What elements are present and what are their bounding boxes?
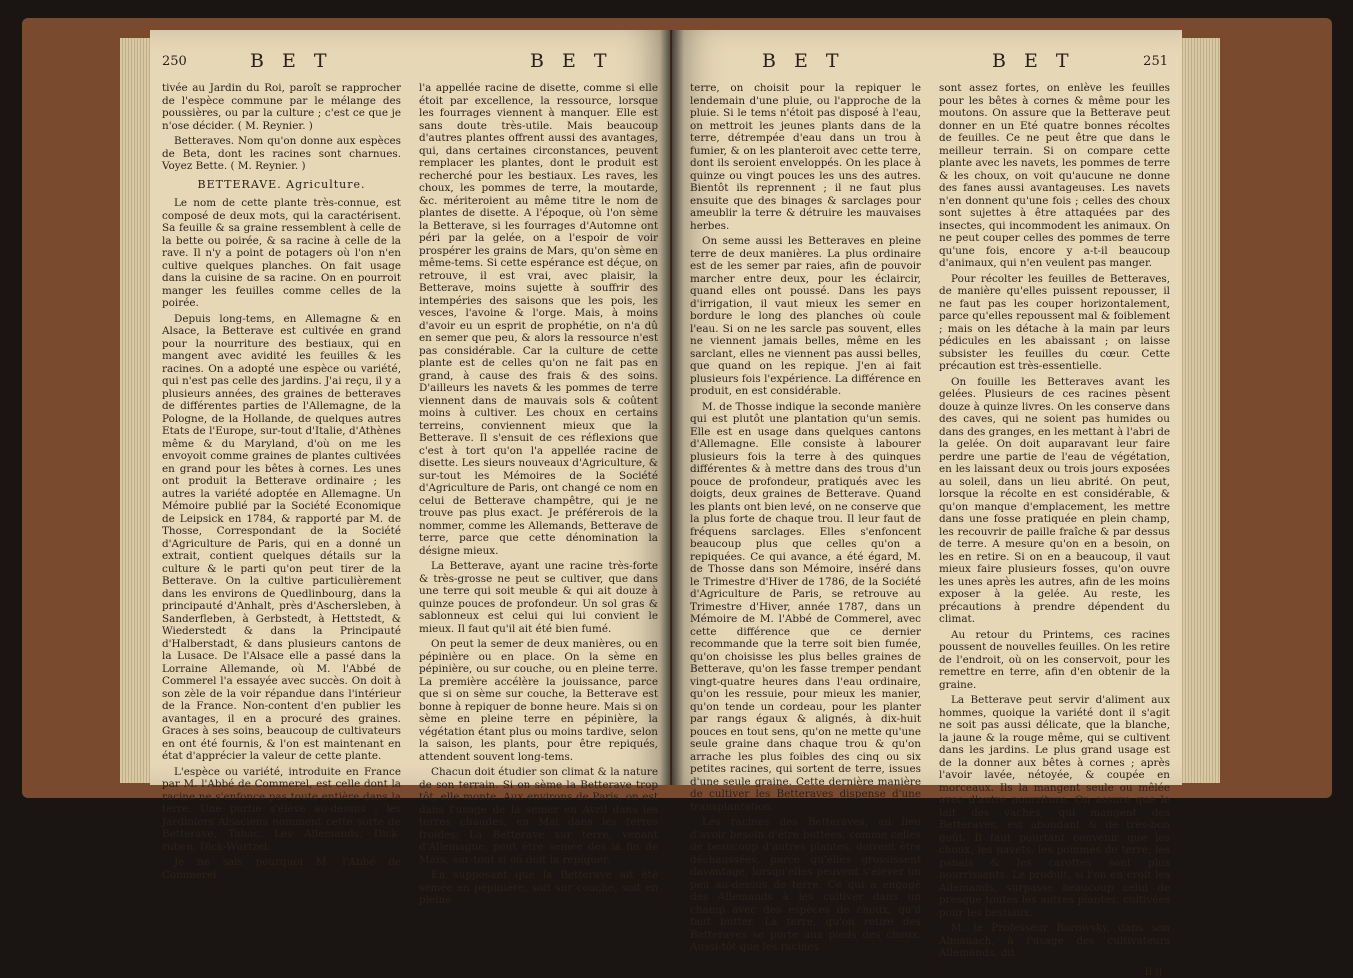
left-page-number: 250: [162, 54, 187, 69]
paragraph: l'a appellée racine de disette, comme si elle étoit par excellence, la ressource, lorsque les fourrages viennent à manquer. Elle est sans doute très-utile. Mais beaucoup d'autres plantes offrent aussi des avantages, qui, dans certaines circonstances, peuvent remplacer les plantes, dont le produit est recherché pour les bestiaux. Les raves, les choux, les pommes de terre, la moutarde, &c. mériteroient au même titre le nom de plantes de disette. A l'époque, où l'on sème la Betterave, si les fourrages d'Automne ont péri par la gelée, on a l'espoir de voir prospérer les grains de Mars, qu'on sème en même-tems. Si cette espérance est déçue, on retrouve, il est vrai, avec plaisir, la Betterave, moins sujette à souffrir des intempéries des saisons que les pois, les vesces, l'avoine & l'orge. Mais, à moins d'avoir eu un esprit de prophétie, on n'a dû en semer que peu, & alors la ressource n'est pas considérable. Car la culture de cette plante est de celles qu'on ne fait pas en grand, à cause des frais & des soins. D'ailleurs les navets & les pommes de terre viennent dans de mauvais sols & coûtent moins à cultiver. Les choux en certains terreins, conviennent mieux que la Betterave. Il s'ensuit de ces réflexions que c'est à tort qu'on l'a appellée racine de disette. Les sieurs nouveaux d'Agriculture, & sur-tout les Mémoires de la Société d'Agriculture de Paris, ont changé ce nom en celui de Betterave champêtre, qui je ne trouve pas plus exact. Je préférerois de la nommer, comme les Allemands, Betterave de terre, parce que cette dénomination la désigne mieux.: [419, 82, 658, 557]
paragraph: Betteraves. Nom qu'on donne aux espèces de Beta, dont les racines sont charnues. Voyez Bette. ( M. Reynier. ): [162, 135, 401, 173]
signature-mark: Ii ij: [939, 966, 1162, 978]
paragraph: Les racines des Betteraves, au lieu d'avoir besoin d'être buttées, comme celles de beaucoup d'autres plantes, doivent être déchaussées, parce qu'elles grossissent davantage, lorsqu'elles peuvent s'élever un peu au-dessus de terre. Ce qui a engagé des Allemands à les cultiver dans un champ avec des espèces de choux, qu'il faut butter. La terre, qu'on retire des Betteraves se porte aux pieds des choux. Aussi-tôt que les racines: [690, 816, 921, 954]
right-running-head: B E T: [992, 50, 1075, 72]
paragraph: tivée au Jardin du Roi, paroît se rapprocher de l'espèce commune par le mélange des poussières, ou par la culture ; c'est ce que je n'ose décider. ( M. Reynier. ): [162, 82, 401, 132]
book-gutter: [660, 30, 684, 785]
paragraph: On seme aussi les Betteraves en pleine terre de deux manières. La plus ordinaire est de les semer par raies, afin de pouvoir marcher entre deux, pour les éclaircir, quand elles ont poussé. Dans les pays d'irrigation, il vaut mieux les semer en bordure le long des planches où coule l'eau. Si on ne les sarcle pas souvent, elles ne viennent jamais belles, même en les sarclant, elles ne viennent pas aussi belles, que quand on les repique. J'en ai fait plusieurs fois l'expérience. La différence en produit, en est considérable.: [690, 235, 921, 398]
left-page-edges: [120, 38, 154, 783]
right-columns: [690, 82, 1170, 771]
right-page: [672, 30, 1182, 785]
paragraph: M. le Professeur Borowsky, dans son Almanach, à l'usage des cultivateurs Allemands, dit: [939, 922, 1170, 960]
left-page: [150, 30, 670, 785]
paragraph: sont assez fortes, on enlève les feuilles pour les bêtes à cornes & même pour les moutons. On assure que la Betterave peut donner en un Eté quatre bonnes récoltes de feuilles. Ce ne peut être que dans le meilleur terrain. Si on compare cette plante avec les navets, les pommes de terre & les choux, on voit qu'aucune ne donne des fanes aussi avantageuses. Les navets n'en donnent qu'une fois ; celles des choux sont sujettes à être attaquées par des insectes, qui incommodent les animaux. On ne peut couper celles des pommes de terre qu'une fois, encore y a-t-il beaucoup d'animaux, qui n'en veulent pas manger.: [939, 82, 1170, 270]
paragraph: La Betterave, ayant une racine très-forte & très-grosse ne peut se cultiver, que dans une terre qui soit meuble & qui ait douze à quinze pouces de profondeur. Un sol gras & sablonneux est celui qui lui convient le mieux. Il faut qu'il ait été bien fumé.: [419, 560, 658, 635]
paragraph: Je ne sais pourquoi M. l'Abbé de Commerel: [162, 856, 401, 881]
paragraph: Depuis long-tems, en Allemagne & en Alsace, la Betterave est cultivée en grand pour la nourriture des bestiaux, qui en mangent avec avidité les feuilles & les racines. On a adopté une espèce ou variété, qui n'est pas celle des jardins. J'ai reçu, il y a plusieurs années, des graines de betteraves de différentes parties de l'Allemagne, de la Pologne, de la Hollande, de quelques autres Etats de l'Europe, sur-tout d'Italie, d'Athènes même & du Maryland, d'où on me les envoyoit comme graines de plantes cultivées en grand pour les bêtes à cornes. Les unes ont produit la Betterave ordinaire ; les autres la variété adoptée en Allemagne. Un Mémoire publié par la Société Economique de Leipsick en 1784, & rapporté par M. de Thosse, Correspondant de la Société d'Agriculture de Paris, qui en a donné un extrait, contient quelques détails sur la culture & le parti qu'on peut tirer de la Betterave. On la cultive particulièrement dans les environs de Quedlinbourg, dans la principauté d'Anhalt, près d'Aschersleben, à Sanderfleben, à Gerbstedt, à Hettstedt, & Wiederstedt & dans la Principauté d'Halberstadt, & dans plusieurs cantons de la Lusace. De l'Alsace elle a passé dans la Lorraine Allemande, où M. l'Abbé de Commerel l'a essayée avec succès. On doit à son zèle de la voir répandue dans l'intérieur de la France. Non-content d'en publier les avantages, il en a procuré des graines. Graces à ses soins, beaucoup de cultivateurs en ont été fournis, & l'on est maintenant en état d'apprécier la valeur de cette plante.: [162, 313, 401, 763]
paragraph: Le nom de cette plante très-connue, est composé de deux mots, qui la caractérisent. Sa feuille & sa graine ressemblent à celle de la bette ou poirée, & sa racine à celle de la rave. Il n'y a point de potagers où l'on n'en cultive quelques planches. On fait usage dans la cuisine de sa racine. On en pourroit manger les feuilles comme celles de la poirée.: [162, 197, 401, 310]
left-page-header: [150, 50, 670, 72]
right-page-header: [672, 50, 1182, 72]
paragraph: On fouille les Betteraves avant les gelées. Plusieurs de ces racines pèsent douze à quinze livres. On les conserve dans des caves, qui ne soient pas humides ou dans des granges, en les mettant à l'abri de la gelée. On doit auparavant leur faire perdre une partie de l'eau de végétation, en les laissant deux ou trois jours exposées au soleil, dans un lieu abrité. On peut, lorsque la récolte en est considérable, & qu'on manque d'emplacement, les mettre dans une fosse pratiquée en plein champ, les recouvrir de paille fraîche & par dessus de terre. A mesure qu'on en a besoin, on les en retire. Si on en a beaucoup, il vaut mieux faire plusieurs fosses, qu'on ouvre les unes après les autres, afin de les moins exposer à la gelée. Au reste, les précautions à prendre dépendent du climat.: [939, 376, 1170, 626]
paragraph: Chacun doit étudier son climat & la nature de son terrain. Si on sème la Betterave trop tôt, elle monte. Aux environs de Paris, on est dans l'usage de la semer en Avril dans les terres chaudes, en Mai dans les terres froides. La Betterave sur terre, venant d'Allemagne, peut être semée dès la fin de Mars, sur-tout si on doit la repiquer.: [419, 766, 658, 866]
left-col-2: [419, 82, 658, 771]
paragraph: On peut la semer de deux manières, ou en pépinière ou en place. On la sème en pépinière, ou sur couche, ou en pleine terre. La première accélère la jouissance, parce que si on sème sur couche, la Betterave est bonne à repiquer de bonne heure. Mais si on sème en pleine terre en pépinière, la végétation étant plus ou moins tardive, selon la saison, les plants, pour être repiqués, attendent souvent long-tems.: [419, 638, 658, 763]
right-col-2: [939, 82, 1170, 771]
right-page-edges: [1180, 38, 1220, 783]
paragraph: La Betterave peut servir d'aliment aux hommes, quoique la variété dont il s'agit ne soit pas aussi délicate, que la blanche, la jaune & la rouge même, qui se cultivent dans les jardins. Le plus grand usage est de la donner aux bêtes à cornes ; après l'avoir lavée, nétoyée, & coupée en morceaux. Ils la mangent seule ou mêlée avec d'autre nourriture. On assure que le lait des vaches, qui mangent des Betteraves, est abondant & de très-bon goût. Il faut pourtant convenir que les choux, les navets, les pommes de terre, les panais & les carottes sont plus nourrissants. Le produit, si l'on en croit les Allemands, surpasse beaucoup celui de presque toutes les autres plantes, cultivées pour les bestiaux.: [939, 694, 1170, 919]
paragraph: L'espèce ou variété, introduite en France par M. l'Abbé de Commerel, est celle dont la racine ne s'enfonce pas toute entière dans la terre. Une partie s'élève au-dessus ; les Jardiniers Alsaciens nomment cette sorte de Betterave, Tabac. Les Allemands, Dick-ruben, Dick-Wurtzel.: [162, 766, 401, 854]
paragraph: terre, on choisit pour la repiquer le lendemain d'une pluie, ou l'approche de la pluie. Si le tems n'étoit pas disposé à l'eau, on mettroit les jeunes plants dans de la terre, détrempée d'eau dans un trou à fumier, & on les planteroit avec cette terre, dont ils seroient enveloppés. On les place à quinze ou vingt pouces les uns des autres. Bientôt ils reprennent ; il ne faut plus ensuite que des binages & sarclages pour ameublir la terre & détruire les mauvaises herbes.: [690, 82, 921, 232]
right-page-number: 251: [1143, 54, 1168, 69]
paragraph: M. de Thosse indique la seconde manière qui est plutôt une plantation qu'un semis. Elle est en usage dans quelques cantons d'Allemagne. Elle consiste à labourer plusieurs fois la terre à des quinques différentes & à mettre dans des trous d'un pouce de profondeur, pratiqués avec les doigts, deux graines de Betterave. Quand les plants ont bien levé, on ne conserve que la plus forte de chaque trou. Il leur faut de fréquens sarclages. Elles s'enfoncent beaucoup plus que celles qu'on a repiquées. Ce qui avance, a été égard, M. de Thosse dans son Mémoire, inséré dans le Trimestre d'Hiver de 1786, de la Société d'Agriculture de Paris, se retrouve au Trimestre d'Hiver, année 1787, dans un Mémoire de M. l'Abbé de Commerel, avec cette différence que ce dernier recommande que la terre soit bien fumée, qu'on choisisse les plus belles graines de Betterave, qu'on les fasse tremper pendant vingt-quatre heures dans l'eau ordinaire, qu'on les ressuie, pour mieux les manier, qu'on tende un cordeau, pour les planter par rangs égaux & alignés, à dix-huit pouces en tout sens, qu'on ne mette qu'une seule graine dans chaque trou & qu'on arrache les plus foibles des cinq ou six petites racines, qui sortent de terre, issues d'une seule graine. Cette dernière manière de cultiver les Betteraves dispense d'une transplantation.: [690, 401, 921, 814]
left-running-head: B E T: [250, 50, 333, 72]
right-column-head: B E T: [762, 50, 845, 72]
paragraph: Pour récolter les feuilles de Betteraves, de manière qu'elles puissent repousser, il ne faut pas les couper horizontalement, parce qu'elles repoussent mal & foiblement ; mais on les détache à la main par leurs pédicules en les abaissant ; on laisse subsister les feuilles du cœur. Cette précaution est très-essentielle.: [939, 273, 1170, 373]
left-column-head: B E T: [530, 50, 613, 72]
paragraph: Au retour du Printems, ces racines poussent de nouvelles feuilles. On les retire de l'endroit, où on les conservoit, pour les remettre en terre, afin d'en obtenir de la graine.: [939, 629, 1170, 692]
paragraph: En supposant que la Betterave ait été semée en pépinière, soit sur couche, soit en pleine: [419, 869, 658, 907]
left-columns: [162, 82, 658, 771]
article-heading: BETTERAVE. Agriculture.: [162, 179, 401, 192]
right-col-1: [690, 82, 921, 771]
left-col-1: [162, 82, 401, 771]
